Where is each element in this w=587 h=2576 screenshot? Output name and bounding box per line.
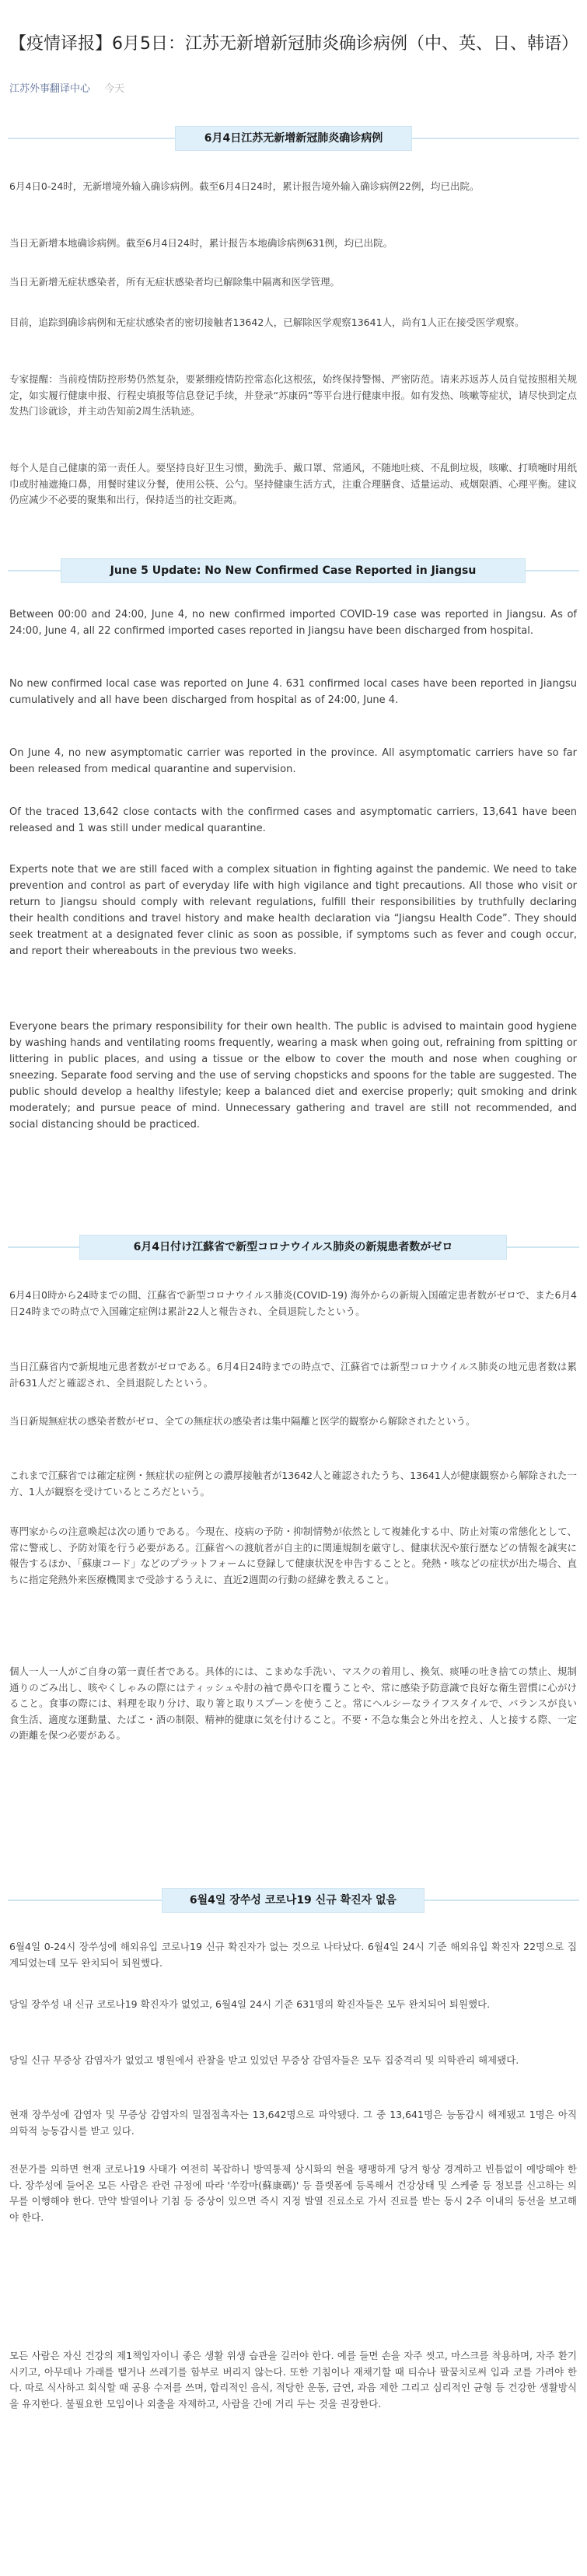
zh-paragraph-1: 6月4日0-24时，无新增境外输入确诊病例。截至6月4日24时，累计报告境外输入确诊病例22例，均已出院。 (9, 180, 480, 192)
section-banner-ja (0, 1229, 587, 1266)
ja-paragraph-4: これまで江蘇省では確定症例・無症状の症例との濃厚接触者が13642人と確認されたうち、13641人が健康観察から解除された一方、1人が観察を受けているところだという。 (9, 1470, 577, 1498)
zh-paragraph-4: 目前，追踪到确诊病例和无症状感染者的密切接触者13642人，已解除医学观察13641人，尚有1人正在接受医学观察。 (9, 316, 525, 328)
ko-paragraph-1: 6월4일 0-24시 장쑤성에 해외유입 코로나19 신규 확진자가 없는 것으로 나타났다. 6월4일 24시 기준 해외유입 확진자 22명으로 집계되었는데 모두 완치되어 퇴원했다. (9, 1941, 577, 1969)
article-title: 【疫情译报】6月5日：江苏无新增新冠肺炎确诊病例（中、英、日、韩语） (9, 33, 578, 54)
section-banner-en (0, 552, 587, 589)
zh-paragraph-6: 每个人是自己健康的第一责任人。要坚持良好卫生习惯，勤洗手、戴口罩、常通风，不随地吐痰、不乱倒垃圾，咳嗽、打喷嚏时用纸巾或肘袖遮掩口鼻，用餐时建议分餐，使用公筷、公勺。坚持健康生活方式，注重合理膳食、适量运动、戒烟限酒、心理平衡。建议仍应减少不必要的聚集和出行，保持适当的社交距离。 (9, 462, 577, 505)
section-heading-en: June 5 Update: No New Confirmed Case Reported in Jiangsu (61, 558, 526, 583)
en-paragraph-4: Of the traced 13,642 close contacts with the confirmed cases and asymptomatic carriers, 13,641 have been released and 1 was still under medical quarantine. (9, 806, 577, 834)
en-paragraph-1: Between 00:00 and 24:00, June 4, no new confirmed imported COVID-19 case was reported in Jiangsu. As of 24:00, June 4, all 22 confirmed imported cases reported in Jiangsu have been discharged from hospital. (9, 609, 577, 637)
en-paragraph-6: Everyone bears the primary responsibility for their own health. The public is advised to maintain good hygiene by washing hands and ventilating rooms frequently, wearing a mask when going out, refraining from spitting or littering in public places, and using a tissue or the elbow to cover the mouth and nose when coughing or sneezing. Separate food serving and the use of serving chopsticks and spoons for the table are suggested. The public should develop a healthy lifestyle; keep a balanced diet and exercise properly; quit smoking and drink moderately; and pursue peace of mind. Unnecessary gathering and travel are still not recommended, and social distancing should be practiced. (9, 1021, 577, 1131)
ja-paragraph-6: 個人一人一人がご自身の第一責任者である。具体的には、こまめな手洗い、マスクの着用し、換気、痰唾の吐き捨ての禁止、規制通りのごみ出し、咳やくしゃみの際にはティッシュや肘の袖で鼻や口を覆うことや、常に感染予防意識で良好な衛生習慣に心がけること。食事の際には、料理を取り分け、取り箸と取りスプーンを使うこと。常にヘルシーなライフスタイルで、バランスが良い食生活、適度な運動量、たばこ・酒の制限、精神的健康に気を付けること。不要・不急な集会と外出を控え、人と接する際、一定の距離を保つ必要がある。 (9, 1665, 577, 1741)
ja-paragraph-1: 6月4日0時から24時までの間、江蘇省で新型コロナウイルス肺炎(COVID-19) 海外からの新規入国確定患者数がゼロで、また6月4日24時までの時点で入国確定症例は累計22人と報告され、全員退院したという。 (9, 1289, 577, 1317)
section-heading-ja: 6月4日付け江蘇省で新型コロナウイルス肺炎の新規患者数がゼロ (79, 1235, 507, 1260)
en-paragraph-2: No new confirmed local case was reported on June 4. 631 confirmed local cases have been reported in Jiangsu cumulatively and all have been discharged from hospital as of 24:00, June 4. (9, 678, 577, 706)
ko-paragraph-5: 전문가를 의하면 현재 코로나19 사태가 여전히 복잡하니 방역통제 상시화의 현을 팽팽하게 당겨 항상 경계하고 빈틈없이 예방해야 한다. 장쑤성에 들어온 모든 사람은 관련 규정에 따라 '쑤캉마(蘇康碼)' 등 플랫폼에 등록해서 건강상태 및 스케줄 등 정보를 신고하는 의무를 이행해야 한다. 만약 발열이나 기침 등 증상이 있으면 즉시 지정 발열 진료소로 가서 진료를 받는 동시 2주 이내의 동선을 보고해야 한다. (9, 2163, 577, 2223)
ko-paragraph-2: 당일 장쑤성 내 신규 코로나19 확진자가 없었고, 6월4일 24시 기준 631명의 확진자들은 모두 완치되어 퇴원했다. (9, 1998, 491, 2010)
ja-paragraph-3: 当日新規無症状の感染者数がゼロ、全ての無症状の感染者は集中隔離と医学的観察から解除されたという。 (9, 1415, 476, 1427)
en-paragraph-5: Experts note that we are still faced with a complex situation in fighting against the pandemic. We need to take prevention and control as part of everyday life with high vigilance and tight precautions. All those who visit or return to Jiangsu should comply with relevant regulations, fulfill their responsibilities by truthfully declaring their health conditions and travel history and make health declaration via “Jiangsu Health Code”. They should seek treatment at a designated fever clinic as soon as possible, if symptoms such as fever and cough occur, and report their whereabouts in the previous two weeks. (9, 864, 577, 957)
publish-time: 今天 (104, 83, 125, 95)
section-heading-ko: 6월4일 장쑤성 코로나19 신규 확진자 없음 (162, 1888, 425, 1913)
section-banner-zh (0, 120, 587, 157)
ja-paragraph-5: 専門家からの注意喚起は次の通りである。今現在、疫病の予防・抑制情勢が依然として複雑化する中、防止対策の常態化として、常に警戒し、予防対策を行う必要がある。江蘇省への渡航者が自主的に関連規制を厳守し、健康状況や旅行歴などの情報を誠実に報告するほか、「蘇康コード」などのプラットフォームに登録して健康状況を申告することと。発熱・咳などの症状が出た場合、直ちに指定発熱外来医療機関まで受診するうえに、直近2週間の行動の経緯を教えること。 (9, 1526, 578, 1585)
article-meta (9, 80, 124, 95)
zh-paragraph-2: 当日无新增本地确诊病例。截至6月4日24时，累计报告本地确诊病例631例，均已出院。 (9, 237, 393, 249)
zh-paragraph-3: 当日无新增无症状感染者，所有无症状感染者均已解除集中隔离和医学管理。 (9, 276, 341, 288)
source-account-link[interactable]: 江苏外事翻译中心 (9, 83, 91, 95)
ko-paragraph-3: 당일 신규 무증상 감염자가 없었고 병원에서 관찰을 받고 있었던 무증상 감염자들은 모두 집중격리 및 의학관리 해제됐다. (9, 2054, 519, 2066)
en-paragraph-3: On June 4, no new asymptomatic carrier was reported in the province. All asymptomatic carriers have so far been released from medical quarantine and supervision. (9, 747, 577, 775)
ko-paragraph-6: 모든 사람은 자신 건강의 제1책임자이니 좋은 생활 위생 습관을 길러야 한다. 예를 들면 손을 자주 씻고, 마스크를 착용하며, 자주 환기시키고, 아무데나 가래를 뱉거나 쓰레기를 함부로 버리지 않는다. 또한 기침이나 재채기할 때 티슈나 팔꿈치로써 입과 코를 가려야 한다. 따로 식사하고 회식할 때 공용 수저를 쓰며, 합리적인 음식, 적당한 운동, 금연, 과음 제한 그리고 심리적인 균형 등 건강한 생활방식을 유지한다. 불필요한 모임이나 외출을 자제하고, 사람을 간에 거리 두는 것을 권장한다. (9, 2350, 577, 2410)
section-heading-zh: 6月4日江苏无新增新冠肺炎确诊病例 (175, 126, 412, 151)
ja-paragraph-2: 当日江蘇省内で新規地元患者数がゼロである。6月4日24時までの時点で、江蘇省では新型コロナウイルス肺炎の地元患者数は累計631人だと確認され、全員退院したという。 (9, 1361, 577, 1389)
section-banner-ko (0, 1882, 587, 1919)
ko-paragraph-4: 현재 장쑤성에 감염자 및 무증상 감염자의 밀접접촉자는 13,642명으로 파악됐다. 그 중 13,641명은 능동감시 해제됐고 1명은 아직 의학적 능동감시를 받고 있다. (9, 2109, 577, 2137)
zh-paragraph-5: 专家提醒：当前疫情防控形势仍然复杂，要紧绷疫情防控常态化这根弦，始终保持警惕、严密防范。请来苏返苏人员自觉按照相关规定，如实履行健康申报、行程史填报等信息登记手续，并登录“苏康码”等平台进行健康申报。如有发热、咳嗽等症状，请尽快到定点发热门诊就诊，并主动告知前2周生活轨迹。 (9, 373, 577, 417)
